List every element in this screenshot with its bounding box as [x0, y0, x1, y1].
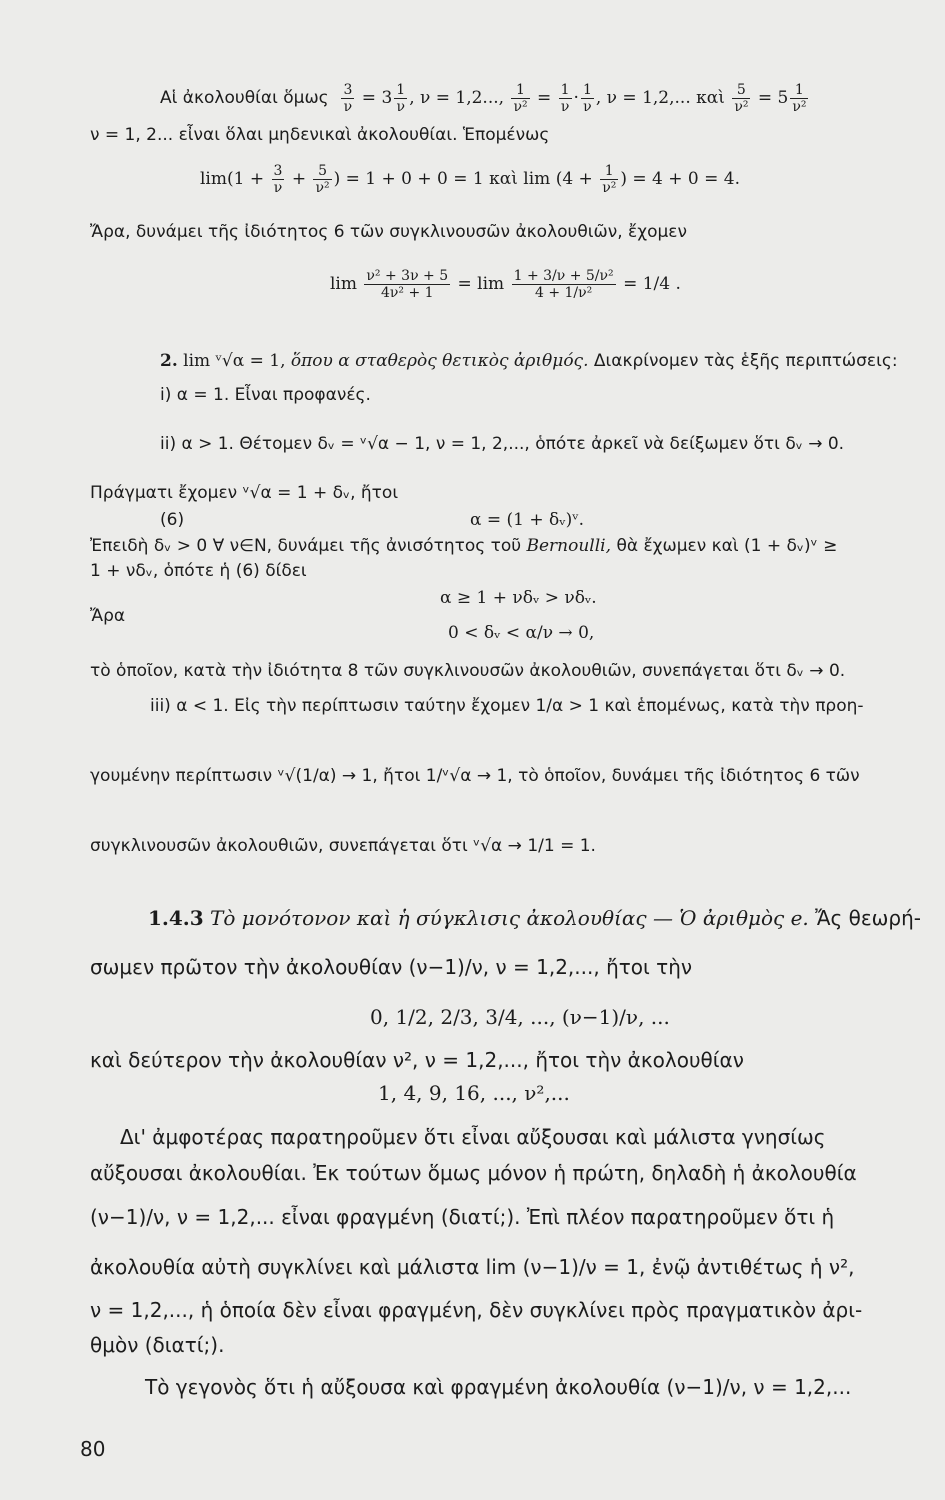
line-5-res: = 1/4 . — [623, 274, 681, 295]
para-line-6: αὔξουσαι ἀκολουθίαι. Ἐκ τούτων ὅμως μόνον ἡ πρώτη, δηλαδὴ ἡ ἀκολουθία — [90, 1161, 857, 1185]
line-14-eq: 0 < δᵥ < α/ν → 0, — [448, 623, 595, 643]
para-line-9: ν = 1,2,..., ἡ ὁποία δὲν εἶναι φραγμένη, δὲν συγκλίνει πρὸς πραγματικὸν ἀρι- — [90, 1298, 863, 1322]
line-10-eq: α = (1 + δᵥ)ᵛ. — [470, 510, 584, 530]
line-12: 1 + νδᵥ, ὁπότε ἡ (6) δίδει — [90, 561, 307, 581]
line-3-a: lim(1 + — [200, 169, 265, 190]
line-5-eq: = lim — [457, 274, 505, 295]
line-5 — [330, 268, 681, 301]
para-line-7: (ν−1)/ν, ν = 1,2,... εἶναι φραγμένη (διατί;). Ἐπὶ πλέον παρατηροῦμεν ὅτι ἡ — [90, 1205, 835, 1229]
line-17: γουμένην περίπτωσιν ᵛ√(1/α) → 1, ἤτοι 1/ᵛ√α → 1, τὸ ὁποῖον, δυνάμει τῆς ἰδιότητος 6 τῶν — [90, 766, 860, 786]
line-3-c: ) = 4 + 0 = 4. — [620, 169, 740, 190]
section-rest: Ἄς θεωρή- — [815, 906, 921, 930]
line-16: iii) α < 1. Εἰς τὴν περίπτωσιν ταύτην ἔχομεν 1/α > 1 καὶ ἑπομένως, κατὰ τὴν προη- — [150, 696, 864, 716]
line-11-text: Ἐπειδὴ δᵥ > 0 ∀ ν∈N, δυνάμει τῆς ἀνισότητος τοῦ — [90, 536, 522, 556]
line-3-b: ) = 1 + 0 + 0 = 1 καὶ lim (4 + — [333, 169, 593, 190]
section-number: 1.4.3 — [148, 906, 204, 930]
line-7: i) α = 1. Εἶναι προφανές. — [160, 385, 371, 405]
line-6-rest: Διακρίνομεν τὰς ἑξῆς περιπτώσεις: — [593, 351, 898, 371]
line-6-lim: lim ᵛ√α = 1, — [183, 351, 286, 371]
line-5-num: ν² + 3ν + 5 — [366, 268, 449, 284]
line-4: Ἄρα, δυνάμει τῆς ἰδιότητος 6 τῶν συγκλινουσῶν ἀκολουθιῶν, ἔχομεν — [90, 222, 687, 242]
para-line-8: ἀκολουθία αὐτὴ συγκλίνει καὶ μάλιστα lim (ν−1)/ν = 1, ἐνῷ ἀντιθέτως ἡ ν², — [90, 1255, 855, 1279]
line-3: lim(1 + $\frac{3}{\nu}$ + $\frac{5}{\text{ν²}}$ ) = 1 + 0 + 0 = 1 καὶ lim (4 + $\frac{1}{\text{ν²}}$ ) = 4 + 0 = 4. — [200, 163, 740, 197]
para-line-11: Τὸ γεγονὸς ὅτι ἡ αὔξουσα καὶ φραγμένη ἀκολουθία (ν−1)/ν, ν = 1,2,... — [145, 1375, 852, 1399]
para-line-3: καὶ δεύτερον τὴν ἀκολουθίαν ν², ν = 1,2,..., ἤτοι τὴν ἀκολουθίαν — [90, 1048, 744, 1072]
line-2: ν = 1, 2... εἶναι ὅλαι μηδενικαὶ ἀκολουθίαι. Ἑπομένως — [90, 125, 550, 145]
para-line-1: σωμεν πρῶτον τὴν ἀκολουθίαν (ν−1)/ν, ν = 1,2,..., ἤτοι τὴν — [90, 955, 693, 979]
line-5-den: 4ν² + 1 — [380, 285, 434, 302]
para-line-2: 0, 1/2, 2/3, 3/4, ..., (ν−1)/ν, ... — [370, 1005, 670, 1029]
line-10 — [160, 512, 184, 529]
section-heading — [148, 908, 921, 928]
line-5-lim: lim — [330, 274, 357, 295]
line-1-math2: , ν = 1,2,... καὶ — [595, 88, 725, 109]
line-11-italic: Bernoulli, — [526, 536, 612, 556]
line-15: τὸ ὁποῖον, κατὰ τὴν ἰδιότητα 8 τῶν συγκλινουσῶν ἀκολουθιῶν, συνεπάγεται ὅτι δᵥ → 0. — [90, 661, 846, 681]
equation-label-6: (6) — [160, 510, 185, 530]
line-1: Αἱ ἀκολουθίαι ὅμως $\frac{3}{\nu}$ = 3 $\frac{1}{\nu}$ , ν = 1,2..., $\frac{1}{\text{ν²}}$ = $\frac{1}{\nu}$ · $\frac{1}{\nu}$ , ν = 1,2,... καὶ $\frac{5}{\text{ν²}}$ = 5 $\frac{1}{\text{ν²}}$ — [160, 82, 807, 116]
line-5-den2: 4 + 1/ν² — [534, 285, 593, 302]
line-18: συγκλινουσῶν ἀκολουθιῶν, συνεπάγεται ὅτι ᵛ√α → 1/1 = 1. — [90, 836, 596, 856]
line-5-num2: 1 + 3/ν + 5/ν² — [513, 268, 614, 284]
line-9: Πράγματι ἔχομεν ᵛ√α = 1 + δᵥ, ἤτοι — [90, 483, 399, 503]
line-1-text: Αἱ ἀκολουθίαι ὅμως — [160, 88, 329, 109]
line-11-rest: θὰ ἔχωμεν καὶ (1 + δᵥ)ᵛ ≥ — [616, 536, 838, 556]
page-number: 80 — [80, 1437, 106, 1461]
item-number-2: 2. — [160, 351, 178, 371]
line-14-ara: Ἄρα — [90, 606, 126, 626]
para-line-10: θμὸν (διατί;). — [90, 1333, 225, 1357]
line-13: α ≥ 1 + νδᵥ > νδᵥ. — [440, 588, 597, 608]
line-1-math: , ν = 1,2..., — [409, 88, 510, 109]
line-6-italic: ὅπου α σταθερὸς θετικὸς ἀριθμός. — [290, 351, 589, 371]
line-11 — [90, 538, 837, 555]
para-line-4: 1, 4, 9, 16, ..., ν²,... — [378, 1081, 570, 1105]
line-8: ii) α > 1. Θέτομεν δᵥ = ᵛ√α − 1, ν = 1, 2,..., ὁπότε ἀρκεῖ νὰ δείξωμεν ὅτι δᵥ → 0. — [160, 434, 845, 454]
para-line-5: Δι' ἀμφοτέρας παρατηροῦμεν ὅτι εἶναι αὔξουσαι καὶ μάλιστα γνησίως — [120, 1125, 826, 1149]
line-6 — [160, 353, 898, 370]
section-title: Τὸ μονότονον καὶ ἡ σύγκλισις ἀκολουθίας — Ὁ ἀριθμὸς e. — [210, 906, 809, 930]
